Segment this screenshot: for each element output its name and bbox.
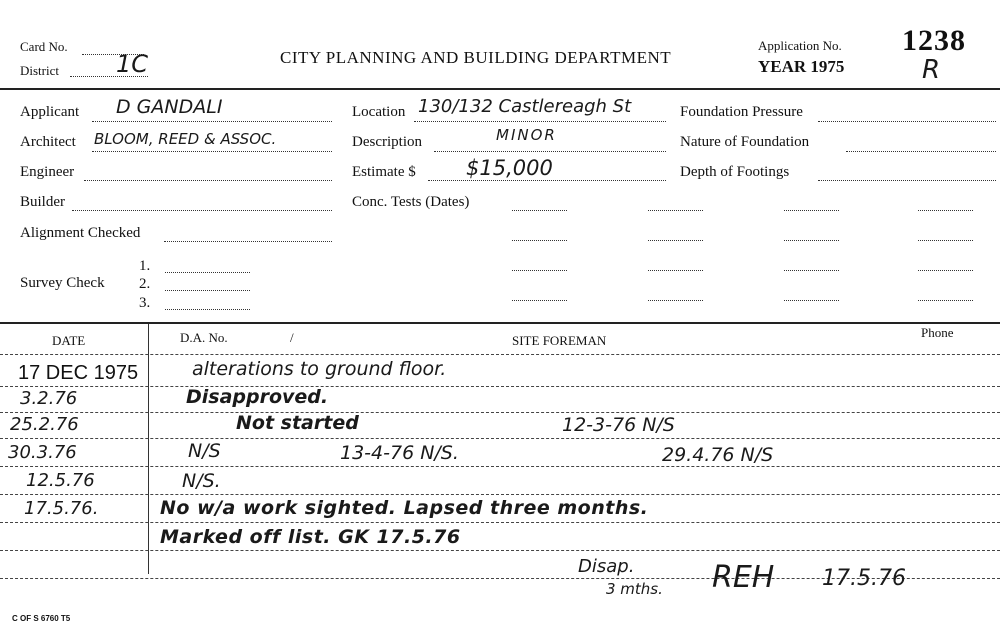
architect-label: Architect [20, 134, 76, 150]
applicant-value: D GANDALI [116, 96, 223, 118]
applicant-label: Applicant [20, 104, 80, 120]
conc-line-3d [918, 270, 973, 271]
application-no-value: 1238 [902, 24, 966, 57]
form-code: C OF S 6760 T5 [12, 614, 71, 623]
estimate-label: Estimate $ [352, 164, 416, 180]
conc-line-4a [512, 300, 567, 301]
log-row-text: Disapproved. [186, 386, 329, 408]
log-row-line [0, 550, 1000, 551]
survey-line-1 [165, 272, 250, 273]
log-row-date: 30.3.76 [8, 442, 77, 463]
log-row-date: 17.5.76. [24, 498, 99, 519]
da-slash: / [290, 330, 294, 345]
conc-line-4c [784, 300, 839, 301]
nature-foundation-line [846, 151, 996, 152]
log-row-line [0, 438, 1000, 439]
log-row-date: 17 DEC 1975 [18, 362, 139, 384]
log-row-line [0, 354, 1000, 355]
log-row-text: Marked off list. GK 17.5.76 [160, 526, 461, 548]
log-row-text-2: 13-4-76 N/S. [340, 442, 459, 464]
date-column-divider [148, 324, 149, 574]
location-value: 130/132 Castlereagh St [418, 96, 632, 117]
card-no-label: Card No. [20, 39, 68, 54]
location-line [414, 121, 666, 122]
foundation-pressure-label: Foundation Pressure [680, 104, 803, 120]
date-header: DATE [52, 333, 86, 348]
log-row-text: Not started [236, 412, 359, 434]
conc-line-2a [512, 240, 567, 241]
log-row-date: 3.2.76 [20, 388, 78, 409]
conc-line-1a [512, 210, 567, 211]
description-line [434, 151, 666, 152]
survey-n2: 2. [139, 276, 151, 292]
log-row-line [0, 494, 1000, 495]
builder-label: Builder [20, 194, 65, 210]
conc-line-1d [918, 210, 973, 211]
engineer-line [84, 180, 332, 181]
conc-line-3c [784, 270, 839, 271]
conc-line-4d [918, 300, 973, 301]
applicant-line [92, 121, 332, 122]
log-row-text: N/S [188, 440, 221, 462]
conc-line-3a [512, 270, 567, 271]
district-value: 1C [116, 50, 149, 78]
department-title: CITY PLANNING AND BUILDING DEPARTMENT [280, 48, 672, 67]
log-row-date: 12.5.76 [26, 470, 95, 491]
estimate-value: $15,000 [466, 156, 553, 180]
district-label: District [20, 63, 59, 78]
log-row-text: No w/a work sighted. Lapsed three months. [160, 497, 649, 519]
log-row-date: 25.2.76 [10, 414, 79, 435]
builder-line [72, 210, 332, 211]
conc-line-2c [784, 240, 839, 241]
conc-line-2b [648, 240, 703, 241]
log-row-line [0, 412, 1000, 413]
architect-line [92, 151, 332, 152]
architect-value: BLOOM, REED & ASSOC. [94, 130, 277, 148]
alignment-label: Alignment Checked [20, 225, 141, 241]
foundation-pressure-line [818, 121, 996, 122]
estimate-line [428, 180, 666, 181]
signature-initials: REH [712, 560, 775, 595]
application-no-label: Application No. [758, 38, 842, 53]
log-row-text: alterations to ground floor. [192, 358, 447, 380]
initial-mark: R [922, 55, 941, 85]
header-rule [0, 88, 1000, 90]
description-value: MINOR [496, 126, 557, 144]
log-row-text-2: 12-3-76 N/S [562, 414, 675, 436]
year-label: YEAR 1975 [758, 57, 845, 76]
depth-footings-line [818, 180, 996, 181]
engineer-label: Engineer [20, 164, 75, 180]
log-row-text-3: 29.4.76 N/S [662, 444, 774, 466]
location-label: Location [352, 104, 406, 120]
conc-line-2d [918, 240, 973, 241]
log-row-line [0, 522, 1000, 523]
survey-line-2 [165, 290, 250, 291]
signature-date: 17.5.76 [822, 566, 906, 591]
survey-line-3 [165, 309, 250, 310]
survey-label: Survey Check [20, 275, 105, 291]
conc-tests-label: Conc. Tests (Dates) [352, 194, 470, 210]
log-row-line [0, 386, 1000, 387]
alignment-line [164, 241, 332, 242]
conc-line-1c [784, 210, 839, 211]
foreman-header: SITE FOREMAN [512, 333, 607, 348]
log-top-rule [0, 322, 1000, 324]
conc-line-1b [648, 210, 703, 211]
signature-months: 3 mths. [606, 580, 663, 598]
description-label: Description [352, 134, 422, 150]
nature-foundation-label: Nature of Foundation [680, 134, 810, 150]
da-header: D.A. No. [180, 330, 228, 345]
conc-line-3b [648, 270, 703, 271]
signature-disap: Disap. [578, 556, 635, 577]
log-row-text: N/S. [182, 470, 221, 492]
phone-header: Phone [921, 325, 954, 340]
conc-line-4b [648, 300, 703, 301]
log-row-line [0, 466, 1000, 467]
survey-n3: 3. [139, 295, 151, 311]
depth-footings-label: Depth of Footings [680, 164, 790, 180]
survey-n1: 1. [139, 258, 151, 274]
